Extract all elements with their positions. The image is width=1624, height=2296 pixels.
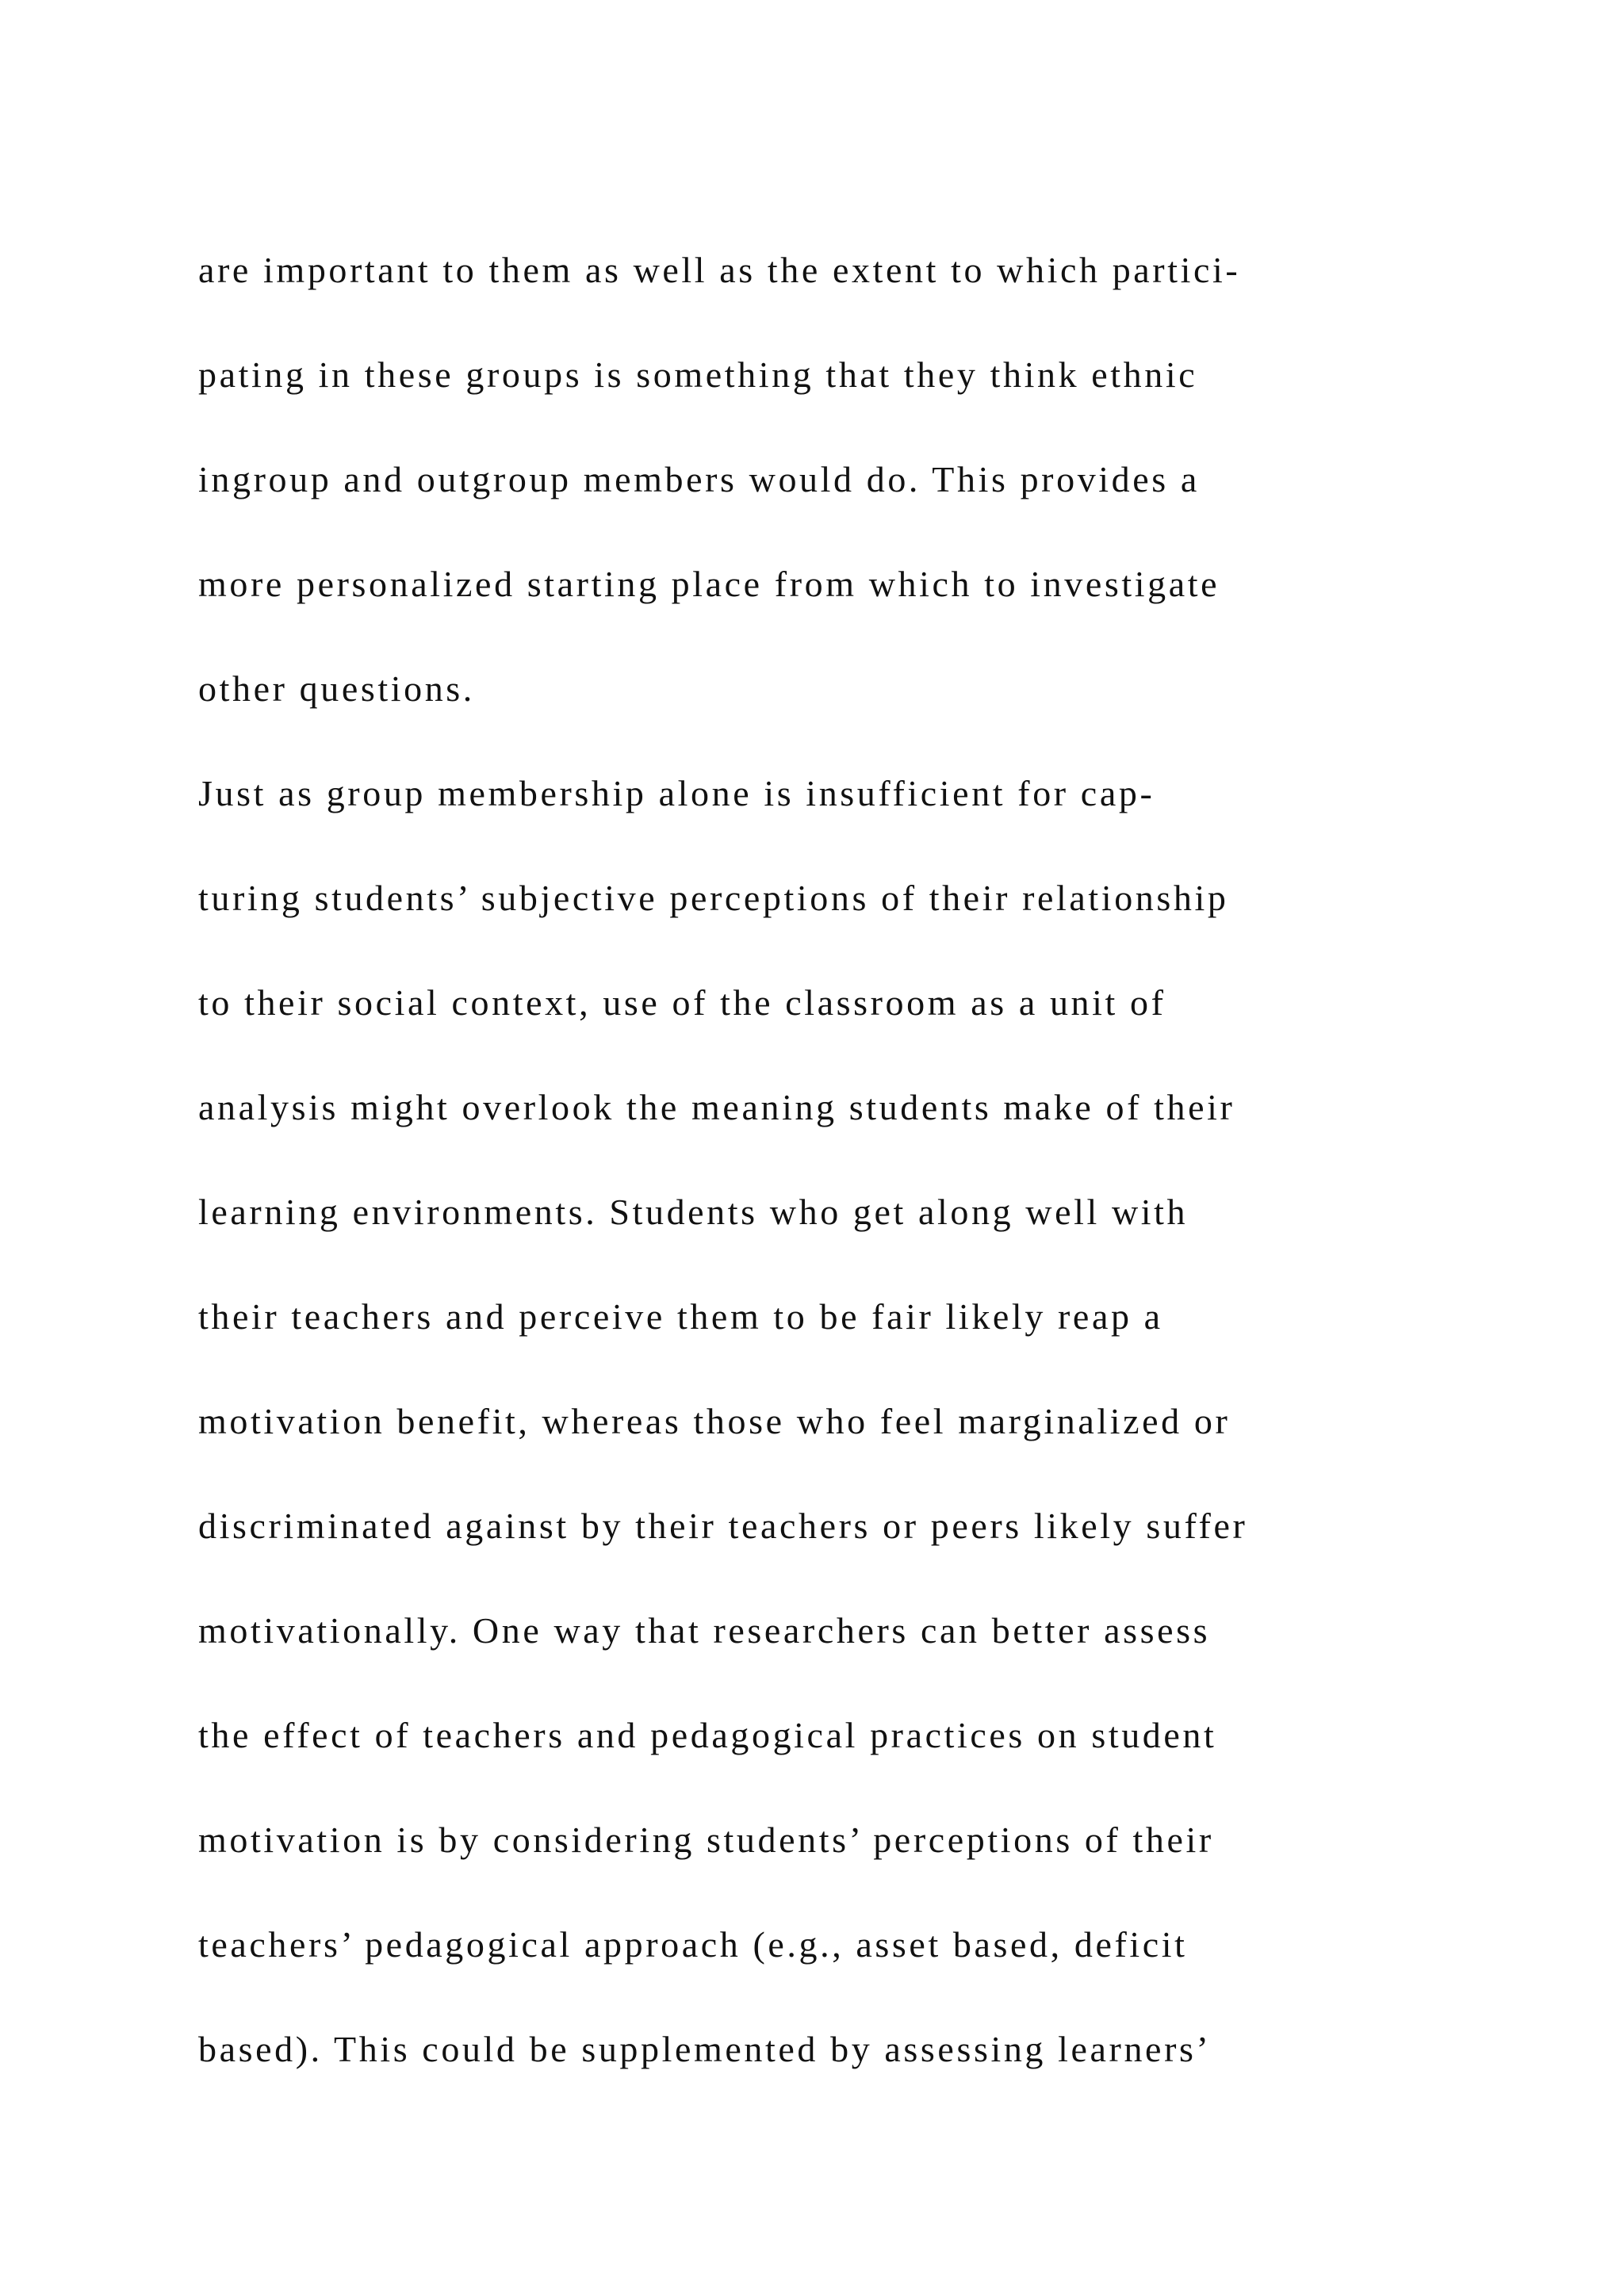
- text-line: ingroup and outgroup members would do. This provides a: [198, 459, 1200, 499]
- text-line: to their social context, use of the classroom as a unit of: [198, 982, 1166, 1023]
- text-line: discriminated against by their teachers or peers likely suffer: [198, 1506, 1248, 1546]
- text-line: their teachers and perceive them to be fair likely reap a: [198, 1296, 1163, 1337]
- text-line: motivation is by considering students’ perceptions of their: [198, 1820, 1214, 1860]
- text-line: the effect of teachers and pedagogical practices on student: [198, 1715, 1217, 1755]
- text-line: turing students’ subjective perceptions of their relationship: [198, 878, 1229, 918]
- text-line: Just as group membership alone is insufficient for cap-: [198, 773, 1155, 813]
- text-line: based). This could be supplemented by assessing learners’: [198, 2029, 1212, 2069]
- text-line: motivationally. One way that researchers can better assess: [198, 1610, 1211, 1651]
- text-line: pating in these groups is something that they think ethnic: [198, 354, 1198, 395]
- text-line: other questions.: [198, 668, 475, 709]
- text-line: more personalized starting place from which to investigate: [198, 564, 1220, 604]
- text-line: teachers’ pedagogical approach (e.g., asset based, deficit: [198, 1924, 1188, 1965]
- text-line: motivation benefit, whereas those who feel marginalized or: [198, 1401, 1231, 1441]
- text-line: learning environments. Students who get along well with: [198, 1192, 1189, 1232]
- text-line: are important to them as well as the extent to which partici-: [198, 250, 1241, 290]
- text-line: analysis might overlook the meaning students make of their: [198, 1087, 1235, 1127]
